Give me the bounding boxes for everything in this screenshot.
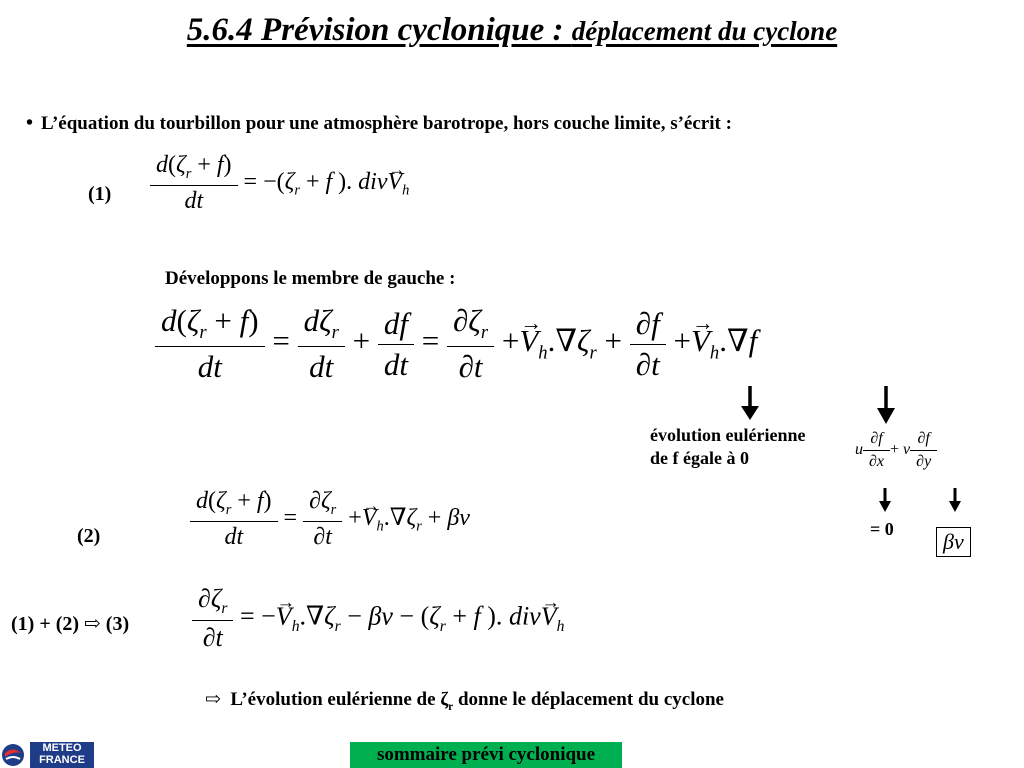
conclusion	[205, 688, 724, 713]
intro-bullet	[26, 112, 732, 135]
advection-terms: u $\frac{\partial f}{\partial x}$ + v $\frac{\partial f}{\partial y}$	[855, 430, 937, 471]
down-arrow-icon	[948, 488, 962, 514]
develop-text: Développons le membre de gauche :	[165, 268, 456, 289]
page-title	[0, 12, 1024, 49]
combine-label: (1) + (2) ⇨ (3)	[11, 613, 130, 635]
summary-link-button[interactable]: sommaire prévi cyclonique	[350, 742, 622, 768]
intro-text: L’équation du tourbillon pour une atmosphère barotrope, hors couche limite, s’écrit :	[41, 113, 732, 134]
meteo-france-logo	[0, 742, 96, 768]
conclusion-zeta-sub: r	[448, 700, 454, 713]
logo-line2: FRANCE	[39, 754, 85, 766]
down-arrow-icon	[738, 386, 762, 422]
logo-line1: METEO	[42, 742, 82, 754]
equation-1: $\frac{d(\zeta_r + f)}{dt}$ = $-(\zeta_r + f$ ). $div\to V_h$	[150, 152, 409, 215]
down-arrow-icon	[874, 386, 898, 426]
equation-2: $\frac{d(\zeta_r + f)}{dt}$ = $\frac{\partial\zeta_r}{\partial t}$ +→ $V_h.\nabla\zeta_r + \beta v$	[190, 488, 470, 551]
zero-note: = 0	[870, 519, 894, 539]
conclusion-zeta: ζ	[440, 689, 449, 710]
eq2-label: (2)	[77, 525, 101, 547]
eq1-label: (1)	[88, 183, 112, 205]
equation-3: $\frac{\partial\zeta_r}{\partial t}$ = −→ $V_h.\nabla\zeta_r - \beta v - (\zeta_r + f$ ). $div\to V_h$	[192, 584, 564, 653]
bullet-dot: •	[26, 112, 34, 134]
euler-note-line2: de f égale à 0	[650, 448, 749, 468]
conclusion-text-after: donne le déplacement du cyclone	[453, 689, 724, 710]
euler-note-line1: évolution eulérienne	[650, 425, 806, 445]
euler-note	[650, 424, 806, 470]
down-arrow-icon	[878, 488, 892, 514]
beta-v-box: βv	[936, 527, 971, 557]
equation-developed: $\frac{d(\zeta_r + f)}{dt}$ = $\frac{d\zeta_r}{dt}$ + $\frac{df}{dt}$ = $\frac{\partial\zeta_r}{\partial t}$ +→ $V_h.\nabla\zeta_r$ + $\frac{\partial f}{\partial t}$ +→ $V_h.\nabla f$	[155, 303, 757, 385]
title-sub: déplacement du cyclone	[571, 16, 838, 46]
conclusion-text-before: L’évolution eulérienne de	[230, 689, 441, 710]
title-main: 5.6.4 Prévision cyclonique :	[186, 12, 564, 48]
conclusion-arrow-icon: ⇨	[205, 689, 221, 710]
